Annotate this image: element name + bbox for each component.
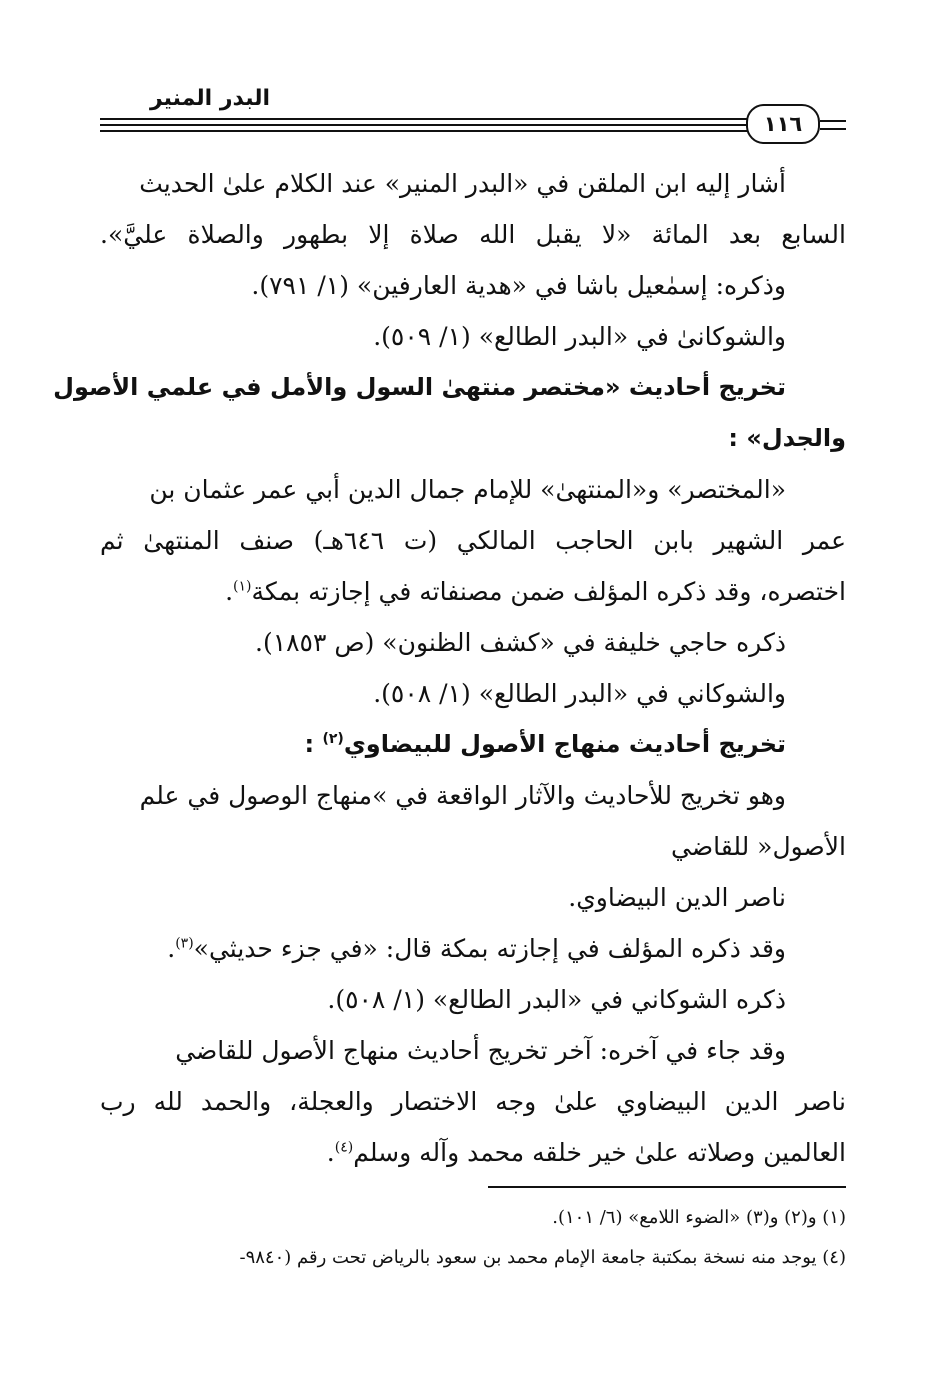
- header-rule: [820, 128, 846, 130]
- text-line: الأصول« للقاضي: [671, 832, 846, 861]
- footnotes: [100, 1198, 846, 1278]
- line-text: وقد ذكره المؤلف في إجازته بمكة قال: «في جزء حديثي»: [193, 934, 786, 963]
- text-line: وقد جاء في آخره: آخر تخريج أحاديث منهاج الأصول للقاضي: [175, 1036, 786, 1065]
- header-rule: [100, 124, 750, 126]
- line-end: .: [167, 934, 176, 963]
- section-heading: والجدل» :: [728, 424, 846, 452]
- text-line: السابع بعد المائة «لا يقبل الله صلاة إلا بطهور والصلاة عليَّ».: [100, 220, 846, 249]
- text-line: ذكره الشوكاني في «البدر الطالع» (١/ ٥٠٨).: [327, 985, 786, 1014]
- text-line: ناصر الدين البيضاوي.: [568, 883, 786, 912]
- header-rule: [100, 130, 750, 132]
- running-title: البدر المنير: [149, 86, 270, 111]
- line-text: العالمين وصلاته علىٰ خير خلقه محمد وآله وسلم: [353, 1138, 846, 1167]
- header-rule: [820, 120, 846, 122]
- line-end: .: [225, 577, 234, 606]
- text-line: [100, 1127, 846, 1178]
- line-text: اختصره، وقد ذكره المؤلف ضمن مصنفاته في إجازته بمكة: [251, 577, 846, 606]
- section-heading: تخريج أحاديث «مختصر منتهىٰ السول والأمل في علمي الأصول: [53, 373, 786, 401]
- text-line: [100, 566, 846, 617]
- text-line: عمر الشهير بابن الحاجب المالكي (ت ٦٤٦هـ) صنف المنتهىٰ ثم: [100, 526, 846, 555]
- text-line: أشار إليه ابن الملقن في «البدر المنير» عند الكلام علىٰ الحديث: [139, 169, 786, 198]
- footnote-mark: (٤): [334, 1139, 354, 1156]
- text-line: [100, 923, 846, 974]
- text-line: ذكره حاجي خليفة في «كشف الظنون» (ص ١٨٥٣).: [255, 628, 786, 657]
- text-line: ناصر الدين البيضاوي علىٰ وجه الاختصار والعجلة، والحمد لله رب: [100, 1087, 846, 1116]
- footnote: (١) و(٢) و(٣) «الضوء اللامع» (٦/ ١٠١).: [552, 1207, 846, 1228]
- page-number: ١١٦: [746, 104, 820, 144]
- section-heading: [100, 719, 846, 770]
- footnote: (٤) يوجد منه نسخة بمكتبة جامعة الإمام محمد بن سعود بالرياض تحت رقم (٩٨٤٠-: [239, 1247, 846, 1268]
- footnote-separator: [488, 1186, 846, 1188]
- header-rule: [100, 118, 750, 120]
- line-end: .: [326, 1138, 335, 1167]
- footnote-mark: (١): [233, 578, 252, 595]
- text-line: «المختصر» و«المنتهىٰ» للإمام جمال الدين أبي عمر عثمان بن: [149, 475, 786, 504]
- text-line: والشوكاني في «البدر الطالع» (١/ ٥٠٨).: [373, 679, 786, 708]
- text-line: وهو تخريج للأحاديث والآثار الواقعة في »منهاج الوصول في علم: [139, 781, 786, 810]
- text-line: والشوكانىٰ في «البدر الطالع» (١/ ٥٠٩).: [373, 322, 786, 351]
- line-end: :: [304, 730, 315, 758]
- heading-text: تخريج أحاديث منهاج الأصول للبيضاوي: [343, 730, 786, 758]
- text-line: وذكره: إسمٰعيل باشا في «هدية العارفين» (١/ ٧٩١).: [251, 271, 786, 300]
- footnote-mark: (٣): [175, 935, 194, 952]
- footnote-mark: (٢): [322, 731, 344, 747]
- body-text: [53, 158, 846, 1178]
